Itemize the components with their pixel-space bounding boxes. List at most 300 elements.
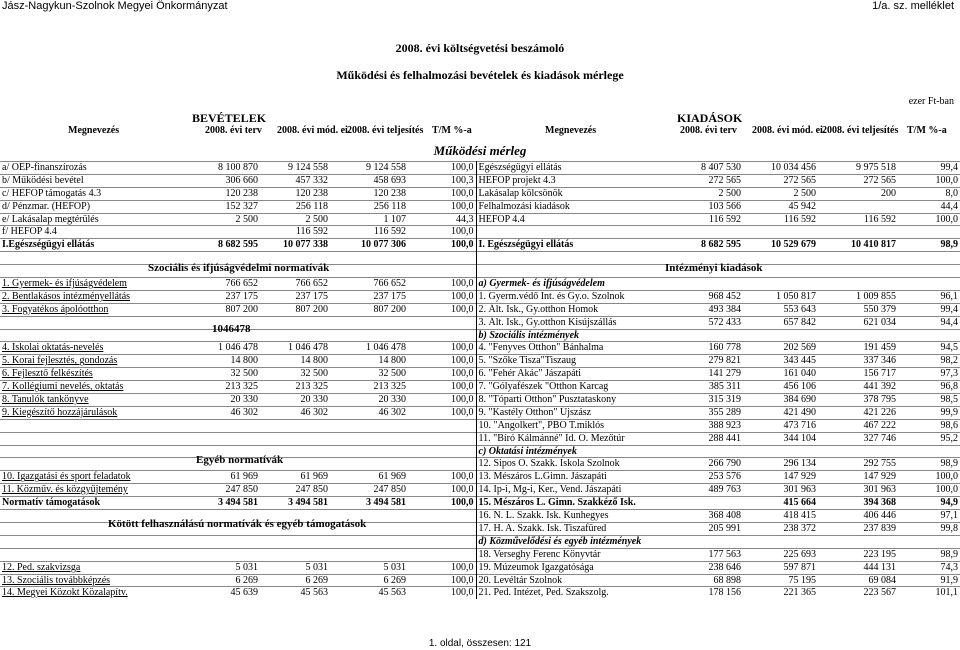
- table-cell: [476, 226, 661, 239]
- table-cell: 100,0: [408, 355, 476, 368]
- table-cell: 100,0: [898, 484, 960, 497]
- egyeb-normativak-title: Egyéb normatívák: [196, 454, 284, 466]
- institution-row: [0, 355, 960, 368]
- table-cell: 10 077 306: [330, 239, 408, 252]
- intezmenyi-kiadasok-title: Intézményi kiadások: [665, 262, 763, 274]
- col-mod-left: 2008. évi mód. ei.: [277, 125, 351, 136]
- table-cell: 368 408: [661, 510, 743, 523]
- table-cell: 5 031: [190, 561, 260, 574]
- table-cell: a) Gyermek- és ifjúságvédelem: [476, 278, 661, 291]
- table-cell: 6. Fejlesztő felkészítés: [0, 368, 190, 381]
- kotott-title: Kötött felhasználású normatívák és egyéb támogatások: [108, 518, 367, 530]
- table-cell: 91,9: [898, 574, 960, 587]
- table-cell: 32 500: [330, 368, 408, 381]
- table-cell: 272 565: [818, 174, 898, 187]
- table-cell: e/ Lakásalap megtérülés: [0, 213, 190, 226]
- col-telj-left: 2008. évi teljesítés: [347, 125, 424, 136]
- table-cell: 572 433: [661, 316, 743, 329]
- table-cell: [898, 329, 960, 342]
- table-cell: 101,1: [898, 587, 960, 599]
- table-cell: [330, 432, 408, 445]
- table-cell: [408, 252, 476, 265]
- table-cell: [330, 535, 408, 548]
- table-cell: 301 963: [743, 484, 818, 497]
- table-cell: 292 755: [818, 458, 898, 471]
- institution-row: [0, 587, 960, 599]
- table-cell: 98,6: [898, 419, 960, 432]
- unit-label: ezer Ft-ban: [908, 96, 954, 107]
- mukodesi-merleg-heading: Működési mérleg: [433, 143, 527, 158]
- table-cell: [190, 419, 260, 432]
- bevetelek-heading: BEVÉTELEK: [192, 111, 267, 125]
- table-cell: 394 368: [818, 497, 898, 510]
- table-cell: 100,0: [408, 187, 476, 200]
- table-cell: 18. Verseghy Ferenc Könyvtár: [476, 548, 661, 561]
- operating-row: [0, 174, 960, 187]
- table-cell: 807 200: [330, 303, 408, 316]
- table-cell: [743, 329, 818, 342]
- table-cell: [408, 329, 476, 342]
- table-cell: 10 077 338: [260, 239, 330, 252]
- table-cell: 1 009 855: [818, 290, 898, 303]
- table-cell: Normatív támogatások: [0, 497, 190, 510]
- table-cell: [260, 535, 330, 548]
- table-cell: [408, 419, 476, 432]
- table-cell: 10 410 817: [818, 239, 898, 252]
- table-cell: 5 031: [260, 561, 330, 574]
- table-cell: 327 746: [818, 432, 898, 445]
- header-org: Jász-Nagykun-Szolnok Megyei Önkormányzat: [2, 0, 228, 12]
- table-cell: 202 569: [743, 342, 818, 355]
- table-cell: [476, 265, 661, 278]
- table-cell: 315 319: [661, 394, 743, 407]
- table-cell: 20. Levéltár Szolnok: [476, 574, 661, 587]
- institution-row: [0, 368, 960, 381]
- table-cell: 238 372: [743, 522, 818, 535]
- institution-row: [0, 419, 960, 432]
- table-cell: 473 716: [743, 419, 818, 432]
- table-cell: 7. "Gólyafészek "Otthon Karcag: [476, 381, 661, 394]
- table-cell: 147 929: [818, 471, 898, 484]
- institution-row: [0, 548, 960, 561]
- table-cell: [190, 226, 260, 239]
- table-cell: 225 693: [743, 548, 818, 561]
- table-cell: [818, 445, 898, 458]
- table-cell: 68 898: [661, 574, 743, 587]
- table-cell: [330, 252, 408, 265]
- table-cell: 141 279: [661, 368, 743, 381]
- institution-row: [0, 497, 960, 510]
- table-cell: 421 226: [818, 406, 898, 419]
- col-pct-left: T/M %-a: [432, 125, 472, 136]
- table-cell: 766 652: [190, 278, 260, 291]
- table-cell: 98,2: [898, 355, 960, 368]
- table-cell: 272 565: [743, 174, 818, 187]
- table-cell: 11. "Bíró Kálmánné" Id. O. Mezőtúr: [476, 432, 661, 445]
- operating-row: [0, 213, 960, 226]
- table-cell: 100,0: [408, 484, 476, 497]
- table-cell: 213 325: [260, 381, 330, 394]
- table-cell: [190, 432, 260, 445]
- table-cell: [818, 329, 898, 342]
- table-cell: 98,9: [898, 458, 960, 471]
- table-cell: 100,0: [408, 162, 476, 175]
- institution-row: [0, 406, 960, 419]
- balance-table: [0, 161, 960, 599]
- table-cell: 96,1: [898, 290, 960, 303]
- institution-row: [0, 484, 960, 497]
- table-cell: [330, 548, 408, 561]
- table-cell: 75 195: [743, 574, 818, 587]
- table-cell: 61 969: [260, 471, 330, 484]
- table-cell: 256 118: [330, 200, 408, 213]
- table-cell: 1 107: [330, 213, 408, 226]
- table-cell: 9 975 518: [818, 162, 898, 175]
- table-cell: 388 923: [661, 419, 743, 432]
- table-cell: 20 330: [330, 394, 408, 407]
- table-cell: 8. Tanulók tankönyve: [0, 394, 190, 407]
- table-cell: 61 969: [190, 471, 260, 484]
- table-cell: 301 963: [818, 484, 898, 497]
- table-cell: 100,0: [408, 226, 476, 239]
- table-cell: 147 929: [743, 471, 818, 484]
- table-cell: 100,0: [408, 394, 476, 407]
- table-cell: 6 269: [330, 574, 408, 587]
- table-cell: 100,0: [408, 200, 476, 213]
- header-annex: 1/a. sz. melléklet: [872, 0, 954, 12]
- table-cell: 99,9: [898, 406, 960, 419]
- table-cell: 100,0: [898, 174, 960, 187]
- table-cell: 44,4: [898, 200, 960, 213]
- table-cell: 8 682 595: [661, 239, 743, 252]
- operating-row: [0, 226, 960, 239]
- table-cell: 20 330: [190, 394, 260, 407]
- table-cell: 100,0: [408, 368, 476, 381]
- col-terv-right: 2008. évi terv: [680, 125, 737, 136]
- table-cell: 2. Bentlakásos intézményellátás: [0, 290, 190, 303]
- institution-row: [0, 394, 960, 407]
- table-cell: 116 592: [661, 213, 743, 226]
- table-cell: 177 563: [661, 548, 743, 561]
- table-cell: [330, 316, 408, 329]
- table-cell: [743, 535, 818, 548]
- table-cell: 247 850: [260, 484, 330, 497]
- table-cell: [0, 316, 190, 329]
- table-cell: [330, 419, 408, 432]
- total-row: [0, 239, 960, 252]
- table-cell: 378 795: [818, 394, 898, 407]
- table-cell: 45 639: [190, 587, 260, 599]
- table-cell: 95,2: [898, 432, 960, 445]
- table-cell: 8 407 530: [661, 162, 743, 175]
- table-cell: f/ HEFOP 4.4: [0, 226, 190, 239]
- table-cell: [408, 445, 476, 458]
- table-cell: 100,0: [408, 497, 476, 510]
- table-cell: 10. "Angolkert", PBO T.miklós: [476, 419, 661, 432]
- table-cell: 253 576: [661, 471, 743, 484]
- table-cell: [0, 432, 190, 445]
- table-cell: 406 446: [818, 510, 898, 523]
- institution-row: [0, 445, 960, 458]
- table-cell: 46 302: [190, 406, 260, 419]
- table-cell: 11. Közműv. és közgyűjtemény: [0, 484, 190, 497]
- table-cell: 807 200: [260, 303, 330, 316]
- table-cell: 5 031: [330, 561, 408, 574]
- table-cell: 1 050 817: [743, 290, 818, 303]
- table-cell: 766 652: [330, 278, 408, 291]
- table-cell: 384 690: [743, 394, 818, 407]
- institution-row: [0, 432, 960, 445]
- table-cell: 344 104: [743, 432, 818, 445]
- table-cell: 3. Ált. Isk., Gy.otthon Kisújszállás: [476, 316, 661, 329]
- table-cell: 100,0: [408, 587, 476, 599]
- table-cell: 1 046 478: [260, 342, 330, 355]
- operating-row: [0, 200, 960, 213]
- table-cell: 9. Kiegészítő hozzájárulások: [0, 406, 190, 419]
- table-cell: 657 842: [743, 316, 818, 329]
- table-cell: 14 800: [260, 355, 330, 368]
- table-cell: 968 452: [661, 290, 743, 303]
- table-cell: 100,0: [898, 213, 960, 226]
- table-cell: 100,0: [408, 381, 476, 394]
- table-cell: [818, 265, 898, 278]
- table-cell: 178 156: [661, 587, 743, 599]
- table-cell: 237 175: [190, 290, 260, 303]
- spacer-row: [0, 252, 960, 265]
- institution-row: [0, 561, 960, 574]
- col-pct-right: T/M %-a: [907, 125, 947, 136]
- table-cell: 97,1: [898, 510, 960, 523]
- table-cell: 247 850: [330, 484, 408, 497]
- table-cell: [0, 548, 190, 561]
- table-cell: 100,0: [898, 471, 960, 484]
- table-cell: 272 565: [661, 174, 743, 187]
- table-cell: 32 500: [260, 368, 330, 381]
- table-cell: [818, 278, 898, 291]
- institution-row: [0, 329, 960, 342]
- table-cell: [476, 252, 661, 265]
- table-cell: Felhalmozási kiadások: [476, 200, 661, 213]
- table-cell: HEFOP 4.4: [476, 213, 661, 226]
- table-cell: Egészségügyi ellátás: [476, 162, 661, 175]
- kiadasok-heading: KIADÁSOK: [677, 111, 743, 125]
- table-cell: 10 034 456: [743, 162, 818, 175]
- table-cell: 12. Ped. szakvizsga: [0, 561, 190, 574]
- table-cell: 19. Múzeumok Igazgatósága: [476, 561, 661, 574]
- operating-row: [0, 162, 960, 175]
- table-cell: 100,0: [408, 239, 476, 252]
- table-cell: 99,8: [898, 522, 960, 535]
- institution-row: [0, 303, 960, 316]
- table-cell: b) Szociális intézmények: [476, 329, 661, 342]
- table-cell: 45 942: [743, 200, 818, 213]
- table-cell: 3. Fogyatékos ápolóotthon: [0, 303, 190, 316]
- table-cell: 5. Korai fejlesztés, gondozás: [0, 355, 190, 368]
- page-footer: 1. oldal, összesen: 121: [428, 638, 532, 649]
- table-cell: 46 302: [330, 406, 408, 419]
- institution-row: [0, 381, 960, 394]
- table-cell: [0, 329, 190, 342]
- table-cell: 337 346: [818, 355, 898, 368]
- table-cell: 766 652: [260, 278, 330, 291]
- table-cell: 266 790: [661, 458, 743, 471]
- table-cell: 355 289: [661, 406, 743, 419]
- table-cell: [260, 548, 330, 561]
- table-cell: 223 567: [818, 587, 898, 599]
- table-cell: 1. Gyerm.védő Int. és Gy.o. Szolnok: [476, 290, 661, 303]
- table-cell: 14. Megyei Közokt Közalapítv.: [0, 587, 190, 599]
- spacer-row: [0, 265, 960, 278]
- table-cell: 2 500: [260, 213, 330, 226]
- table-cell: 621 034: [818, 316, 898, 329]
- table-cell: 2 500: [743, 187, 818, 200]
- table-cell: [408, 535, 476, 548]
- table-cell: 457 332: [260, 174, 330, 187]
- table-cell: 20 330: [260, 394, 330, 407]
- table-cell: 21. Ped. Intézet, Ped. Szakszolg.: [476, 587, 661, 599]
- table-cell: 247 850: [190, 484, 260, 497]
- col-terv-left: 2008. évi terv: [205, 125, 262, 136]
- table-cell: 237 175: [330, 290, 408, 303]
- table-cell: 2 500: [661, 187, 743, 200]
- table-cell: I. Egészségügyi ellátás: [476, 239, 661, 252]
- table-cell: 13. Mészáros L.Gimn. Jászapáti: [476, 471, 661, 484]
- table-cell: 100,0: [408, 278, 476, 291]
- table-cell: 493 384: [661, 303, 743, 316]
- table-cell: 152 327: [190, 200, 260, 213]
- table-cell: [330, 458, 408, 471]
- table-cell: 807 200: [190, 303, 260, 316]
- table-cell: 161 040: [743, 368, 818, 381]
- table-cell: [408, 265, 476, 278]
- table-cell: 103 566: [661, 200, 743, 213]
- table-cell: 10. Igazgatási és sport feladatok: [0, 471, 190, 484]
- table-cell: 100,0: [408, 290, 476, 303]
- table-cell: 489 763: [661, 484, 743, 497]
- table-cell: [743, 226, 818, 239]
- table-cell: [898, 445, 960, 458]
- table-cell: 98,9: [898, 548, 960, 561]
- table-cell: 343 445: [743, 355, 818, 368]
- table-cell: 237 175: [260, 290, 330, 303]
- table-cell: 99,4: [898, 162, 960, 175]
- table-cell: [408, 548, 476, 561]
- table-cell: 238 646: [661, 561, 743, 574]
- table-cell: [190, 535, 260, 548]
- table-cell: 221 365: [743, 587, 818, 599]
- table-cell: 94,5: [898, 342, 960, 355]
- table-cell: 213 325: [190, 381, 260, 394]
- table-cell: 385 311: [661, 381, 743, 394]
- table-cell: [0, 419, 190, 432]
- col-name-left: Megnevezés: [68, 125, 120, 136]
- table-cell: 99,4: [898, 303, 960, 316]
- table-cell: 61 969: [330, 471, 408, 484]
- table-cell: [190, 548, 260, 561]
- table-cell: 213 325: [330, 381, 408, 394]
- table-cell: 10 529 679: [743, 239, 818, 252]
- table-cell: 467 222: [818, 419, 898, 432]
- col-mod-right: 2008. évi mód. ei.: [752, 125, 826, 136]
- table-cell: 100,3: [408, 174, 476, 187]
- table-cell: 12. Sipos O. Szakk. Iskola Szolnok: [476, 458, 661, 471]
- table-cell: 45 563: [260, 587, 330, 599]
- table-cell: [898, 226, 960, 239]
- table-cell: 100,0: [408, 406, 476, 419]
- table-cell: [0, 535, 190, 548]
- table-cell: 116 592: [260, 226, 330, 239]
- table-cell: 306 660: [190, 174, 260, 187]
- doc-title: 2008. évi költségvetési beszámoló: [395, 41, 565, 55]
- table-cell: 98,9: [898, 239, 960, 252]
- table-cell: 100,0: [408, 471, 476, 484]
- table-cell: 8,0: [898, 187, 960, 200]
- institution-row: [0, 316, 960, 329]
- table-cell: [661, 497, 743, 510]
- table-cell: 1 046 478: [190, 342, 260, 355]
- table-cell: HEFOP projekt 4.3: [476, 174, 661, 187]
- table-cell: 296 134: [743, 458, 818, 471]
- table-cell: [661, 329, 743, 342]
- table-cell: 4. Iskolai oktatás-nevelés: [0, 342, 190, 355]
- table-cell: 16. N. L. Szakk. Isk. Kunhegyes: [476, 510, 661, 523]
- operating-row: [0, 187, 960, 200]
- table-cell: 237 839: [818, 522, 898, 535]
- table-cell: [898, 265, 960, 278]
- szocialis-normativak-title: Szociális és ifjúságvédelmi normatívák: [148, 262, 330, 274]
- table-cell: 9. "Kastély Otthon" Újszász: [476, 406, 661, 419]
- table-cell: c/ HEFOP támogatás 4.3: [0, 187, 190, 200]
- table-cell: 156 717: [818, 368, 898, 381]
- table-cell: 256 118: [260, 200, 330, 213]
- table-cell: [743, 278, 818, 291]
- table-cell: [661, 278, 743, 291]
- table-cell: [260, 329, 330, 342]
- table-cell: 7. Kollégiumi nevelés, oktatás: [0, 381, 190, 394]
- institution-row: [0, 574, 960, 587]
- table-cell: [898, 252, 960, 265]
- table-cell: 441 392: [818, 381, 898, 394]
- table-cell: [661, 445, 743, 458]
- table-cell: [408, 432, 476, 445]
- table-cell: 116 592: [330, 226, 408, 239]
- table-cell: a/ OEP-finanszírozás: [0, 162, 190, 175]
- table-cell: 421 490: [743, 406, 818, 419]
- table-cell: 14. Ip-i, Mg-i, Ker., Vend. Jászapáti: [476, 484, 661, 497]
- table-cell: 44,3: [408, 213, 476, 226]
- table-cell: 100,0: [408, 574, 476, 587]
- table-cell: [898, 535, 960, 548]
- table-cell: 200: [818, 187, 898, 200]
- table-cell: 97,3: [898, 368, 960, 381]
- doc-subtitle: Működési és felhalmozási bevételek és kiadások mérlege: [336, 68, 624, 82]
- table-cell: 3 494 581: [190, 497, 260, 510]
- table-cell: 17. H. A. Szakk. Isk. Tiszafüred: [476, 522, 661, 535]
- table-cell: 69 084: [818, 574, 898, 587]
- table-cell: c) Oktatási intézmények: [476, 445, 661, 458]
- table-cell: 14 800: [330, 355, 408, 368]
- col-name-right: Megnevezés: [545, 125, 597, 136]
- table-cell: 15. Mészáros L. Gimn. Szakkéző Isk.: [476, 497, 661, 510]
- table-cell: [408, 510, 476, 523]
- table-cell: [408, 458, 476, 471]
- institution-row: [0, 278, 960, 291]
- table-cell: 418 415: [743, 510, 818, 523]
- table-cell: 8 100 870: [190, 162, 260, 175]
- institution-row: [0, 535, 960, 548]
- table-cell: 191 459: [818, 342, 898, 355]
- table-cell: 8 682 595: [190, 239, 260, 252]
